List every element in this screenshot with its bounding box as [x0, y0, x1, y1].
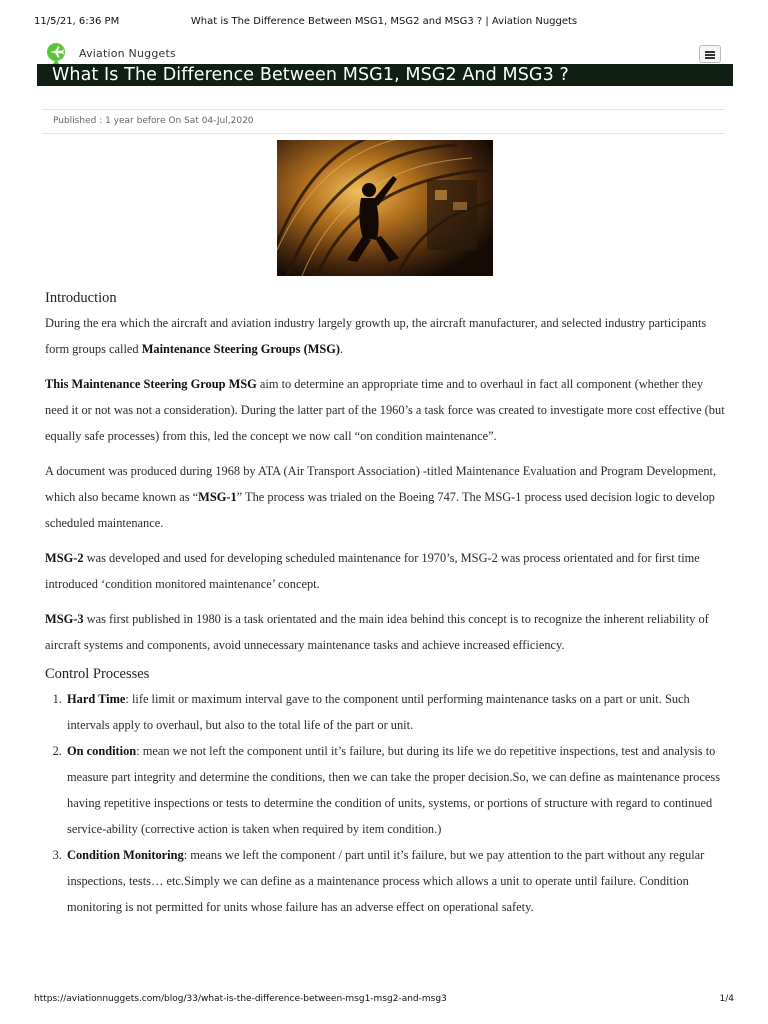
web-page — [37, 36, 733, 988]
control-process-list — [45, 686, 725, 920]
print-date: 11/5/21, 6:36 PM — [34, 16, 120, 27]
article-title: What Is The Difference Between MSG1, MSG2 And MSG3 ? — [52, 65, 569, 85]
control-processes-heading: Control Processes — [45, 666, 150, 682]
article-title-bar — [37, 64, 733, 86]
paragraph: MSG-2 was developed and used for developing scheduled maintenance for 1970’s, MSG-2 was process orientated and for first time introduced ‘condition monitored maintenance’ concept. — [45, 551, 700, 591]
print-page-title: What is The Difference Between MSG1, MSG2 and MSG3 ? | Aviation Nuggets — [190, 16, 578, 27]
intro-heading: Introduction — [45, 290, 117, 306]
print-page-number: 1/4 — [719, 994, 734, 1004]
print-url[interactable]: https://aviationnuggets.com/blog/33/what-is-the-difference-between-msg1-msg2-and-msg3 — [34, 994, 447, 1004]
article-body — [45, 286, 725, 920]
divider — [42, 133, 725, 134]
print-header — [34, 16, 734, 30]
list-item: 3. Condition Monitoring: means we left the component / part until it’s failure, but we pay attention to the part without any regular inspections, tests… etc.Simply we can define as a maintenance process which allows a unit to operate until failure. Condition monitoring is not permitted for units whose failure has an adverse effect on operational safety. — [65, 842, 725, 920]
paragraph: A document was produced during 1968 by ATA (Air Transport Association) -titled Maintenance Evaluation and Program Development, which also became known as “MSG-1” The process was trialed on the Boeing 747. The MSG-1 process used decision logic to develop scheduled maintenance. — [45, 464, 717, 530]
aircraft-maintenance-technician-photo — [277, 140, 493, 276]
brand-name[interactable]: Aviation Nuggets — [79, 47, 176, 60]
list-item: 2. On condition: mean we not left the component until it’s failure, but during its life we do repetitive inspections, test and analysis to measure part integrity and determine the conditions, then we can take the proper decision.So, we can define as maintenance process having repetitive inspections or tests to determine the condition of units, systems, or portions of structure with regard to continued service-ability (corrective action is taken when required by item condition.) — [65, 738, 725, 842]
list-item: 1. Hard Time: life limit or maximum interval gave to the component until performing maintenance tasks on a part or unit. Such intervals apply to overhaul, but also to the total life of the part or unit. — [65, 686, 725, 738]
navbar — [37, 36, 733, 66]
airplane-globe-icon[interactable] — [45, 42, 67, 64]
published-date: Published : 1 year before On Sat 04-Jul,2020 — [53, 116, 254, 126]
article-hero-image — [277, 140, 493, 276]
paragraph: This Maintenance Steering Group MSG aim to determine an appropriate time and to overhaul in fact all component (whether they need it or not was not a consideration). During the latter part of the 1960’s a task force was created to investigate more cost effective (but equally safe processes) from this, led the concept we now call “on condition maintenance”. — [45, 377, 725, 443]
divider — [42, 109, 725, 110]
paragraph: During the era which the aircraft and aviation industry largely growth up, the aircraft manufacturer, and selected industry participants form groups called Maintenance Steering Groups (MSG). — [45, 316, 707, 356]
paragraph: MSG-3 was first published in 1980 is a task orientated and the main idea behind this concept is to recognize the inherent reliability of aircraft systems and components, avoid unnecessary maintenance tasks and achieve increased efficiency. — [45, 612, 709, 652]
print-footer — [34, 994, 734, 1008]
hamburger-menu-icon[interactable] — [699, 45, 721, 63]
